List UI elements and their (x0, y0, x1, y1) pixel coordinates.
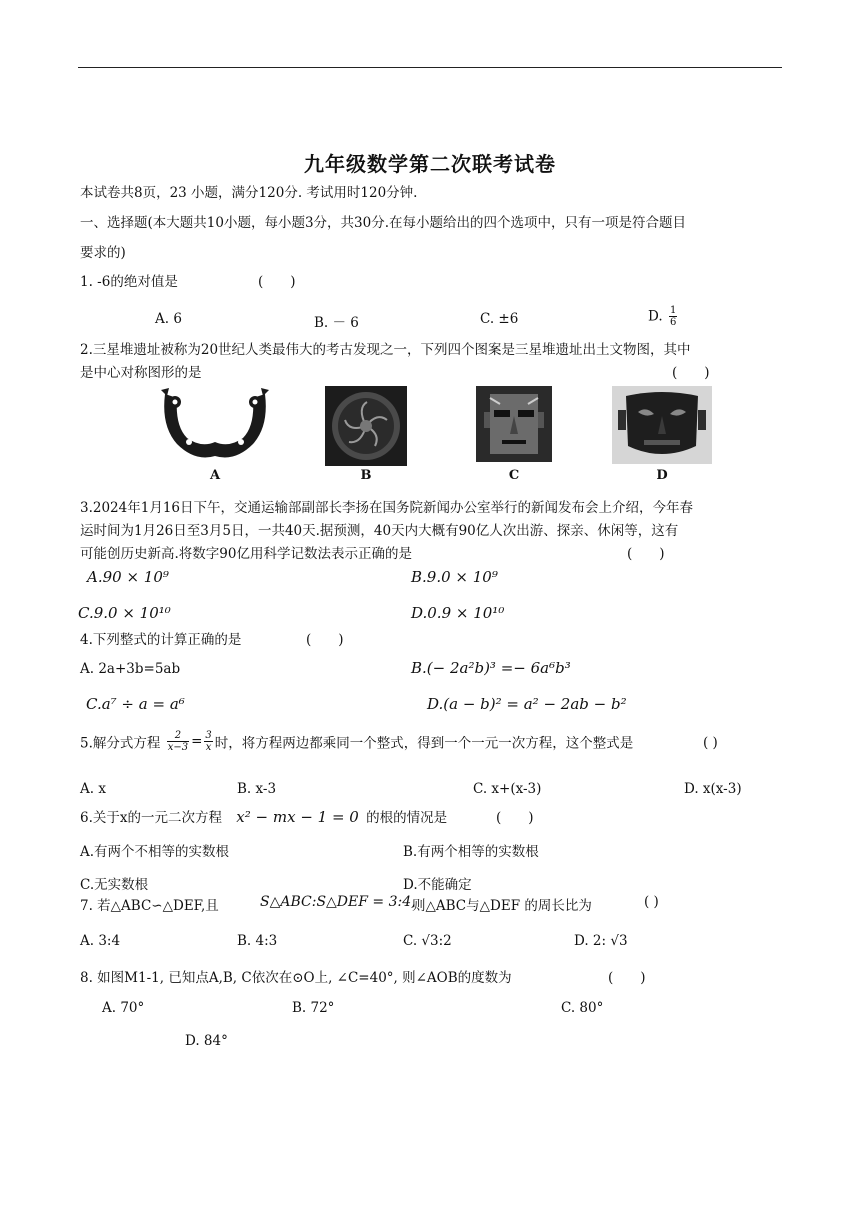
q4-stem: 4.下列整式的计算正确的是 (80, 632, 242, 648)
artifact-label-a: A (209, 468, 221, 483)
header-rule (78, 67, 782, 68)
exam-intro: 本试卷共8页，23 小题，满分120分. 考试用时120分钟. (80, 185, 418, 201)
artifact-label-c: C (508, 468, 520, 483)
q8-bracket: ( ) (608, 970, 646, 986)
artifact-image-c (476, 386, 552, 462)
artifact-label-d: D (656, 468, 668, 483)
section-heading-line2: 要求的) (80, 245, 126, 261)
q7-option-c: C. √3:2 (403, 933, 452, 949)
q1-option-b: B. － 6 (314, 315, 359, 331)
q1-stem: 1. -6的绝对值是 (80, 274, 178, 290)
q1-option-c: C. ±6 (480, 311, 519, 327)
q3-bracket: ( ) (627, 546, 665, 562)
q3-line3: 可能创历史新高.将数字90亿用科学记数法表示正确的是 (80, 546, 412, 562)
q2-line1: 2.三星堆遗址被称为20世纪人类最伟大的考古发现之一，下列四个图案是三星堆遗址出土文物图，其中 (80, 342, 691, 358)
q7-option-d: D. 2: √3 (574, 933, 628, 949)
q7-area-ratio: S△ABC:S△DEF = 3:4, (260, 894, 416, 910)
q8-stem: 8. 如图M1-1, 已知点A,B, C依次在⊙O上, ∠C=40°, 则∠AOB的度数为 (80, 970, 512, 986)
q8-option-c: C. 80° (561, 1000, 604, 1016)
section-heading-line1: 一、选择题(本大题共10小题，每小题3分，共30分.在每小题给出的四个选项中，只有一项是符合题目 (80, 215, 687, 231)
q6-stem: 6.关于x的一元二次方程 x² − mx − 1 = 0 的根的情况是 (80, 808, 448, 826)
q6-option-c: C.无实数根 (80, 877, 149, 893)
q4-bracket: ( ) (306, 632, 344, 648)
q2-line2: 是中心对称图形的是 (80, 365, 202, 381)
q6-option-d: D.不能确定 (403, 877, 472, 893)
q7-option-b: B. 4:3 (237, 933, 278, 949)
q3-option-c: C.9.0 × 10¹⁰ (78, 604, 171, 622)
q7-bracket: ( ) (644, 894, 659, 910)
artifact-image-a (155, 386, 275, 466)
q5-option-c: C. x+(x-3) (473, 781, 542, 797)
q4-option-c: C.a⁷ ÷ a = a⁶ (86, 695, 185, 713)
q5-fraction-left: $\frac{2}{x-3}$ (167, 730, 189, 753)
q1-option-a: A. 6 (155, 311, 182, 327)
q5-fraction-right: $\frac{3}{x}$ (205, 730, 212, 753)
q8-option-a: A. 70° (102, 1000, 145, 1016)
q6-bracket: ( ) (496, 810, 534, 826)
q1-bracket: ( ) (258, 274, 296, 290)
artifact-image-d (612, 386, 712, 464)
q7-option-a: A. 3:4 (80, 933, 121, 949)
q5-option-d: D. x(x-3) (684, 781, 742, 797)
q6-option-a: A.有两个不相等的实数根 (80, 844, 230, 860)
q4-option-a: A. 2a+3b=5ab (80, 661, 181, 677)
q8-option-d: D. 84° (185, 1033, 228, 1049)
q4-option-d: D.(a − b)² = a² − 2ab − b² (427, 695, 627, 713)
q3-option-d: D.0.9 × 10¹⁰ (411, 604, 505, 622)
q7-stem-tail: 则△ABC与△DEF 的周长比为 (412, 898, 592, 914)
q1-d-fraction: $\frac{1}{6}$ (669, 305, 677, 328)
artifact-label-b: B (360, 468, 372, 483)
q5-option-b: B. x-3 (237, 781, 277, 797)
q7-stem: 7. 若△ABC∽△DEF,且 (80, 898, 219, 914)
q3-option-b: B.9.0 × 10⁹ (411, 568, 498, 586)
q8-option-b: B. 72° (292, 1000, 335, 1016)
q3-line2: 运时间为1月26日至3月5日，一共40天.据预测，40天内大概有90亿人次出游、探亲、休闲等，这有 (80, 523, 679, 539)
q3-line1: 3.2024年1月16日下午，交通运输部副部长李扬在国务院新闻办公室举行的新闻发布会上介绍，今年春 (80, 500, 694, 516)
q1-option-d: D. $\frac{1}{6}$ (648, 305, 677, 328)
q5-bracket: ( ) (703, 735, 718, 751)
q5-stem: 5.解分式方程 $\frac{2}{x-3}$ = $\frac{3}{x}$ 时，将方程两边都乘同一个整式，得到一个一元一次方程，这个整式是 (80, 730, 634, 753)
q2-bracket: ( ) (672, 365, 710, 381)
q6-option-b: B.有两个相等的实数根 (403, 844, 539, 860)
q4-option-b: B.(− 2a²b)³ =− 6a⁶b³ (411, 659, 571, 677)
artifact-image-b (325, 386, 407, 466)
page-title: 九年级数学第二次联考试卷 (304, 152, 556, 176)
q5-option-a: A. x (80, 781, 106, 797)
q3-option-a: A.90 × 10⁹ (87, 568, 169, 586)
